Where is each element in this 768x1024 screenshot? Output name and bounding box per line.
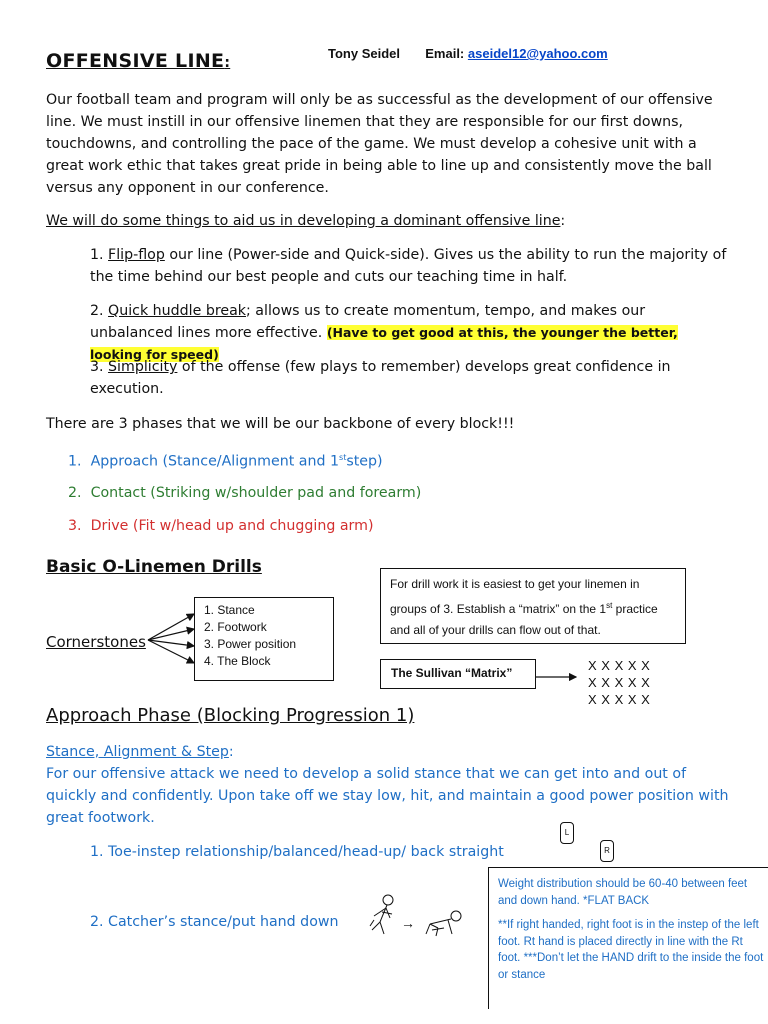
stance-figures (360, 890, 470, 950)
author-name: Tony Seidel (328, 46, 400, 61)
aid-item-key: Flip-flop (108, 247, 165, 263)
phase-num: 2. (68, 485, 82, 501)
approach-item-1: 1. Toe-instep relationship/balanced/head-up/ back straight (90, 844, 504, 860)
matrix-row: X X X X X (588, 692, 651, 707)
cornerstones-text: Cornerstones (46, 633, 146, 651)
arrow-stance (148, 614, 194, 640)
cornerstone-item: 4. The Block (204, 654, 271, 668)
aid-item-text: of the offense (few plays to remember) develops great confidence in execution. (90, 359, 671, 397)
aid-item-text: our line (Power-side and Quick-side). Gives us the ability to run the majority of the time behind our best people and cuts our teaching time in half. (90, 247, 727, 285)
phase-drive (68, 515, 374, 537)
approach-heading: Approach Phase (Blocking Progression 1) (46, 705, 415, 726)
standing-figure-icon (370, 895, 393, 934)
approach-sub-heading-text: Stance, Alignment & Step (46, 744, 229, 760)
matrix-arrow (536, 672, 586, 682)
author-line (328, 46, 608, 61)
cornerstone-item: 3. Power position (204, 637, 297, 651)
aid-item-key: Simplicity (108, 359, 178, 375)
aid-heading-colon: : (560, 213, 566, 229)
right-foot-label: R (604, 846, 610, 855)
left-foot-label: L (564, 828, 570, 837)
aid-item-3 (90, 356, 690, 400)
aid-item-text: ; allows us to create momentum, tempo, and makes our unbalanced lines more effective. (90, 303, 646, 341)
cornerstone-arrows (140, 600, 200, 670)
phase-contact (68, 482, 421, 504)
phase-text: Drive (Fit w/head up and chugging arm) (90, 518, 374, 534)
highlighted-note: (Have to get good at this, the younger the better, looking for speed) (90, 325, 678, 362)
aid-item-num: 3. (90, 359, 109, 375)
title-text: OFFENSIVE LINE (46, 50, 225, 72)
arrow-footwork (148, 629, 194, 640)
cornerstones-box (194, 597, 334, 681)
svg-text:→: → (401, 915, 415, 931)
matrix-row: X X X X X (588, 675, 651, 690)
aid-item-1 (90, 244, 730, 288)
phase-approach (68, 447, 383, 473)
stance-note-box (488, 867, 768, 1009)
right-foot-icon (600, 840, 614, 862)
intro-paragraph: Our football team and program will only be as successful as the development of our offensive line. We must instill in our offensive linemen that they are responsible for our first downs, touchdowns, and controlling the pace of the game. We must develop a cohesive unit with a great work ethic that takes great pride in being able to line up and consistently move the ball versus any opponent in our conference. (46, 92, 713, 196)
drills-heading: Basic O-Linemen Drills (46, 557, 262, 577)
aid-item-num: 1. (90, 247, 109, 263)
phase-num: 1. (68, 453, 82, 470)
cornerstones-label (46, 631, 146, 653)
drill-note-sup: st (606, 601, 613, 610)
email-link[interactable]: aseidel12@yahoo.com (467, 46, 608, 61)
matrix-label-text: The Sullivan “Matrix” (391, 666, 513, 680)
cornerstone-item: 1. Stance (204, 603, 255, 617)
matrix-label-box (380, 659, 536, 689)
left-foot-icon (560, 822, 574, 844)
drill-note-text-after: practice and all of your drills can flow out of that. (390, 602, 658, 637)
approach-sub-heading (46, 741, 234, 763)
aid-item-num: 2. (90, 303, 109, 319)
title-colon: : (224, 55, 231, 71)
phase-text-after: step) (346, 453, 383, 470)
phases-intro: There are 3 phases that we will be our backbone of every block!!! (46, 416, 515, 432)
drill-note-text: For drill work it is easiest to get your linemen in groups of 3. Establish a “matrix” on the 1 (390, 577, 640, 616)
aid-heading-text: We will do some things to aid us in developing a dominant offensive line (46, 213, 561, 229)
phase-text: Approach (Stance/Alignment and 1 (90, 453, 340, 470)
approach-sub-colon: : (228, 744, 234, 760)
approach-paragraph: For our offensive attack we need to develop a solid stance that we can get into and out of quickly and confidently. Upon take off we stay low, hit, and maintain a good power position with great footwork. (46, 766, 729, 826)
phase-num: 3. (68, 518, 82, 534)
transition-arrow-icon (401, 915, 415, 931)
hand-note: **If right handed, right foot is in the instep of the left foot. Rt hand is placed directly in line with the Rt foot. ***Don’t let the HAND drift to the inside the foot or stance (498, 919, 764, 981)
phase-text: Contact (Striking w/shoulder pad and forearm) (90, 485, 422, 501)
approach-item-2: 2. Catcher’s stance/put hand down (90, 914, 339, 930)
page-title (46, 50, 230, 72)
cornerstone-item: 2. Footwork (204, 620, 267, 634)
phase-sup: st (339, 453, 347, 462)
crouching-figure-icon (426, 911, 461, 936)
matrix-row: X X X X X (588, 658, 651, 673)
matrix-grid (588, 657, 650, 708)
drill-note-box (380, 568, 686, 644)
weight-note: Weight distribution should be 60-40 between feet and down hand. *FLAT BACK (498, 878, 748, 907)
aid-heading (46, 210, 565, 232)
email-label: Email: (425, 46, 465, 61)
aid-item-key: Quick huddle break (108, 303, 247, 319)
